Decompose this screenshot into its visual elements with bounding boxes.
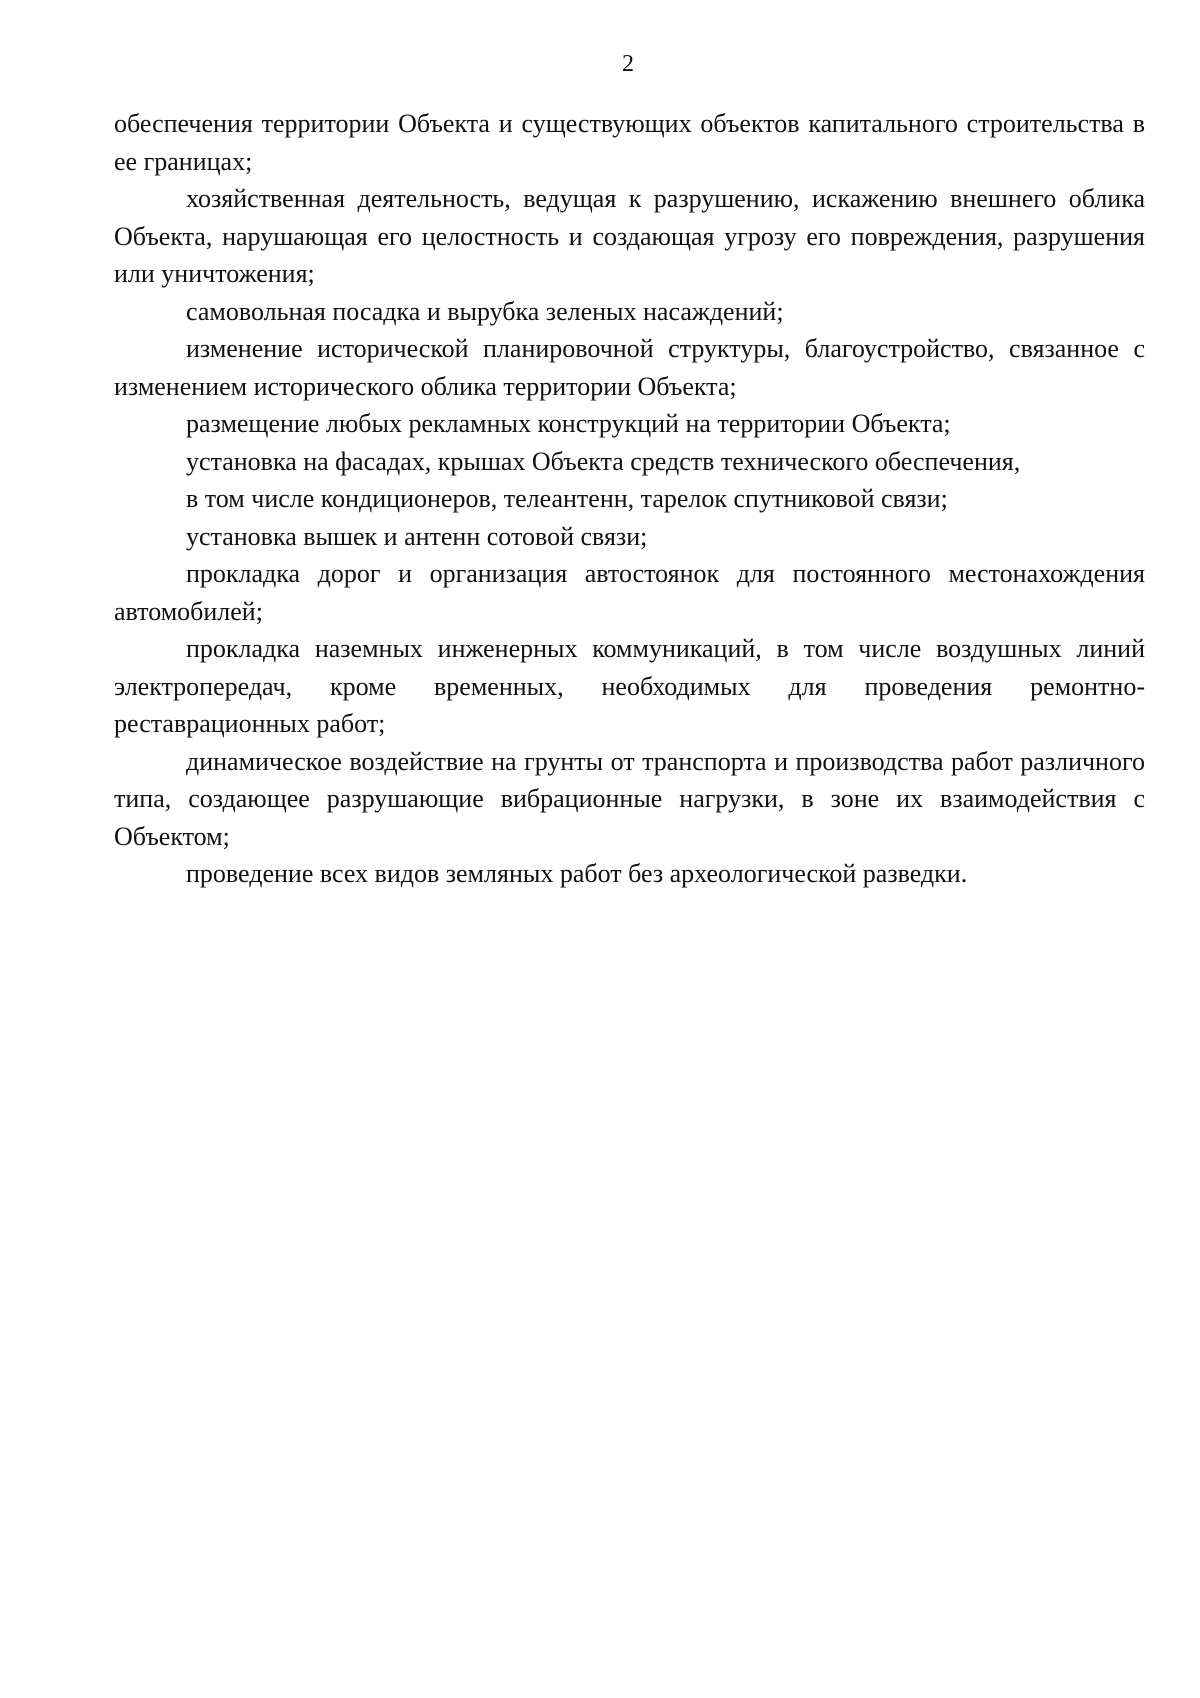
paragraph-planning-structure: изменение исторической планировочной структуры, благоустройство, связанное с изменением исторического облика территории Объекта; <box>114 334 1145 401</box>
paragraph-antennas: в том числе кондиционеров, телеантенн, тарелок спутниковой связи; <box>186 484 948 513</box>
paragraph-facade-equipment: установка на фасадах, крышах Объекта средств технического обеспечения, <box>186 446 1021 476</box>
paragraph-economic-activity: хозяйственная деятельность, ведущая к разрушению, искажению внешнего облика Объекта, нарушающая его целостность и создающая угрозу его повреждения, разрушения или уничтожения; <box>114 184 1145 288</box>
paragraph-cell-towers: установка вышек и антенн сотовой связи; <box>186 521 648 551</box>
paragraph-planting: самовольная посадка и вырубка зеленых насаждений; <box>186 296 784 326</box>
paragraph-dynamic-impact: динамическое воздействие на грунты от транспорта и производства работ различного типа, создающее разрушающие вибрационные нагрузки, в зоне их взаимодействия с Объектом; <box>114 746 1145 851</box>
paragraph-earthworks: проведение всех видов земляных работ без археологической разведки. <box>186 859 968 888</box>
document-body <box>114 105 1145 893</box>
paragraph-continuation: обеспечения территории Объекта и существующих объектов капитального строительства в ее границах; <box>114 109 1145 176</box>
page-number: 2 <box>622 51 634 77</box>
paragraph-utilities: прокладка наземных инженерных коммуникаций, в том числе воздушных линий электропередач, кроме временных, необходимых для проведения ремонтно-реставрационных работ; <box>114 634 1145 738</box>
paragraph-advertising: размещение любых рекламных конструкций на территории Объекта; <box>186 409 951 438</box>
paragraph-roads-parking: прокладка дорог и организация автостоянок для постоянного местонахождения автомобилей; <box>114 559 1145 626</box>
